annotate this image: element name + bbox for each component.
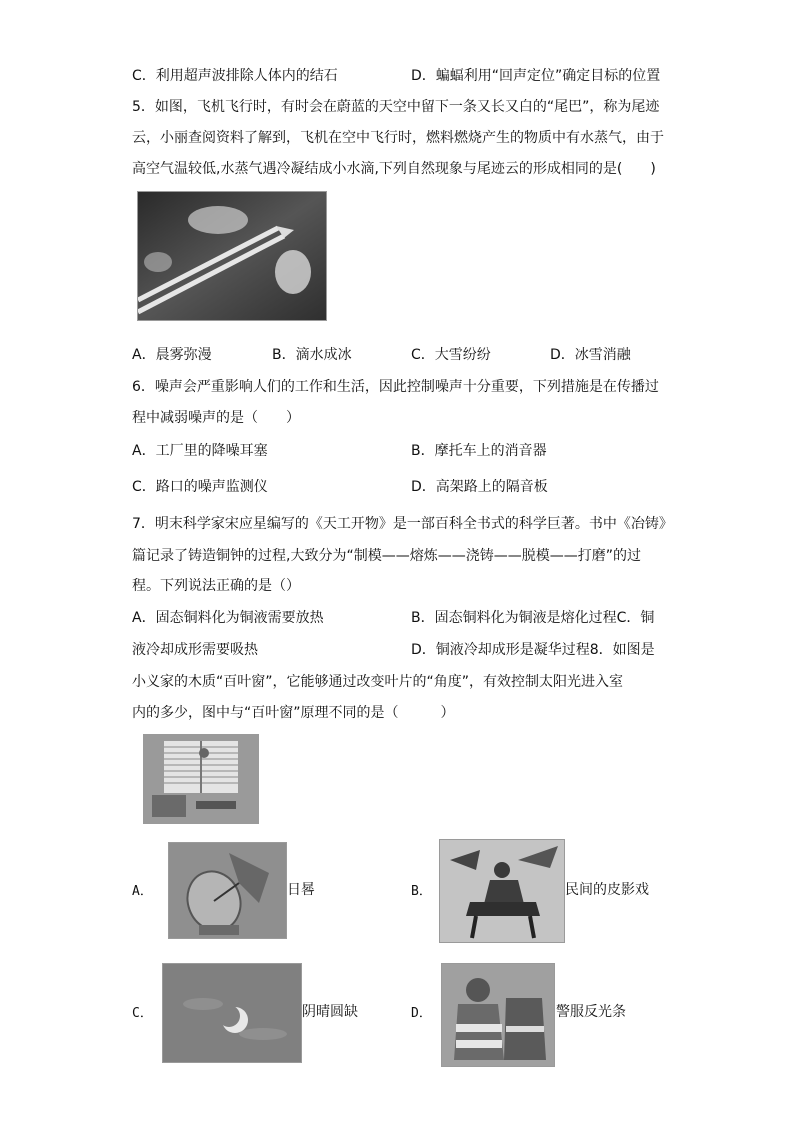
q8-caption-b: 民间的皮影戏 bbox=[565, 882, 649, 898]
q8-caption-c: 阴晴圆缺 bbox=[302, 1004, 358, 1020]
q7-text-line3: 程。下列说法正确的是（） bbox=[132, 578, 300, 594]
q8-text-line2: 小义家的木质“百叶窗”，它能够通过改变叶片的“角度”，有效控制太阳光进入室 bbox=[132, 674, 624, 690]
reflective-uniform-photo bbox=[441, 963, 555, 1067]
q8-text-line3: 内的多少，图中与“百叶窗”原理不同的是（ ） bbox=[132, 705, 455, 721]
q4-option-d: D．蝙蝠利用“回声定位”确定目标的位置 bbox=[411, 68, 661, 84]
sundial-illustration bbox=[169, 843, 286, 938]
q5-option-c: C．大雪纷纷 bbox=[411, 347, 491, 363]
q5-text-line2: 云，小丽查阅资料了解到，飞机在空中飞行时，燃料燃烧产生的物质中有水蒸气，由于 bbox=[132, 130, 664, 146]
contrail-photo bbox=[137, 191, 327, 321]
contrail-illustration bbox=[138, 192, 326, 320]
uniform-illustration bbox=[442, 964, 554, 1066]
q7-text-line2: 篇记录了铸造铜钟的过程,大致分为“制模——熔炼——浇铸——脱模——打磨”的过 bbox=[132, 548, 641, 564]
q8-caption-a: 日晷 bbox=[287, 882, 315, 898]
blinds-window-photo bbox=[143, 734, 259, 824]
q8-option-d-letter: D． bbox=[411, 1006, 432, 1021]
q7-option-b-c: B．固态铜料化为铜液是熔化过程C．铜 bbox=[411, 610, 655, 626]
q4-option-c: C．利用超声波排除人体内的结石 bbox=[132, 68, 338, 84]
shadow-play-illustration bbox=[440, 840, 564, 942]
q5-option-a: A．晨雾弥漫 bbox=[132, 347, 212, 363]
q5-option-d: D．冰雪消融 bbox=[550, 347, 631, 363]
blinds-illustration bbox=[144, 735, 258, 823]
q8-option-c-letter: C． bbox=[132, 1006, 153, 1021]
q6-text-line1: 6．噪声会严重影响人们的工作和生活，因此控制噪声十分重要，下列措施是在传播过 bbox=[132, 379, 659, 395]
q8-option-a-letter: A． bbox=[132, 884, 153, 899]
q6-text-line2: 程中减弱噪声的是（ ） bbox=[132, 410, 300, 426]
q6-option-c: C．路口的噪声监测仪 bbox=[132, 479, 268, 495]
moon-illustration bbox=[163, 964, 301, 1062]
q5-text-line1: 5．如图，飞机飞行时，有时会在蔚蓝的天空中留下一条又长又白的“尾巴”，称为尾迹 bbox=[132, 99, 660, 115]
q6-option-d: D．高架路上的隔音板 bbox=[411, 479, 548, 495]
q7-option-d-q8-start: D．铜液冷却成形是凝华过程8．如图是 bbox=[411, 642, 655, 658]
q6-option-b: B．摩托车上的消音器 bbox=[411, 443, 547, 459]
q8-caption-d: 警服反光条 bbox=[556, 1004, 626, 1020]
q6-option-a: A．工厂里的降噪耳塞 bbox=[132, 443, 268, 459]
shadow-play-photo bbox=[439, 839, 565, 943]
q7-text-line1: 7．明末科学家宋应星编写的《天工开物》是一部百科全书式的科学巨著。书中《冶铸》 bbox=[132, 516, 673, 532]
q5-text-line3: 高空气温较低,水蒸气遇冷凝结成小水滴,下列自然现象与尾迹云的形成相同的是( ) bbox=[132, 161, 656, 177]
sundial-photo bbox=[168, 842, 287, 939]
q8-option-b-letter: B． bbox=[411, 884, 432, 899]
q7-option-a: A．固态铜料化为铜液需要放热 bbox=[132, 610, 324, 626]
q7-option-c-cont: 液冷却成形需要吸热 bbox=[132, 642, 258, 658]
q5-option-b: B．滴水成冰 bbox=[272, 347, 352, 363]
moon-phase-photo bbox=[162, 963, 302, 1063]
